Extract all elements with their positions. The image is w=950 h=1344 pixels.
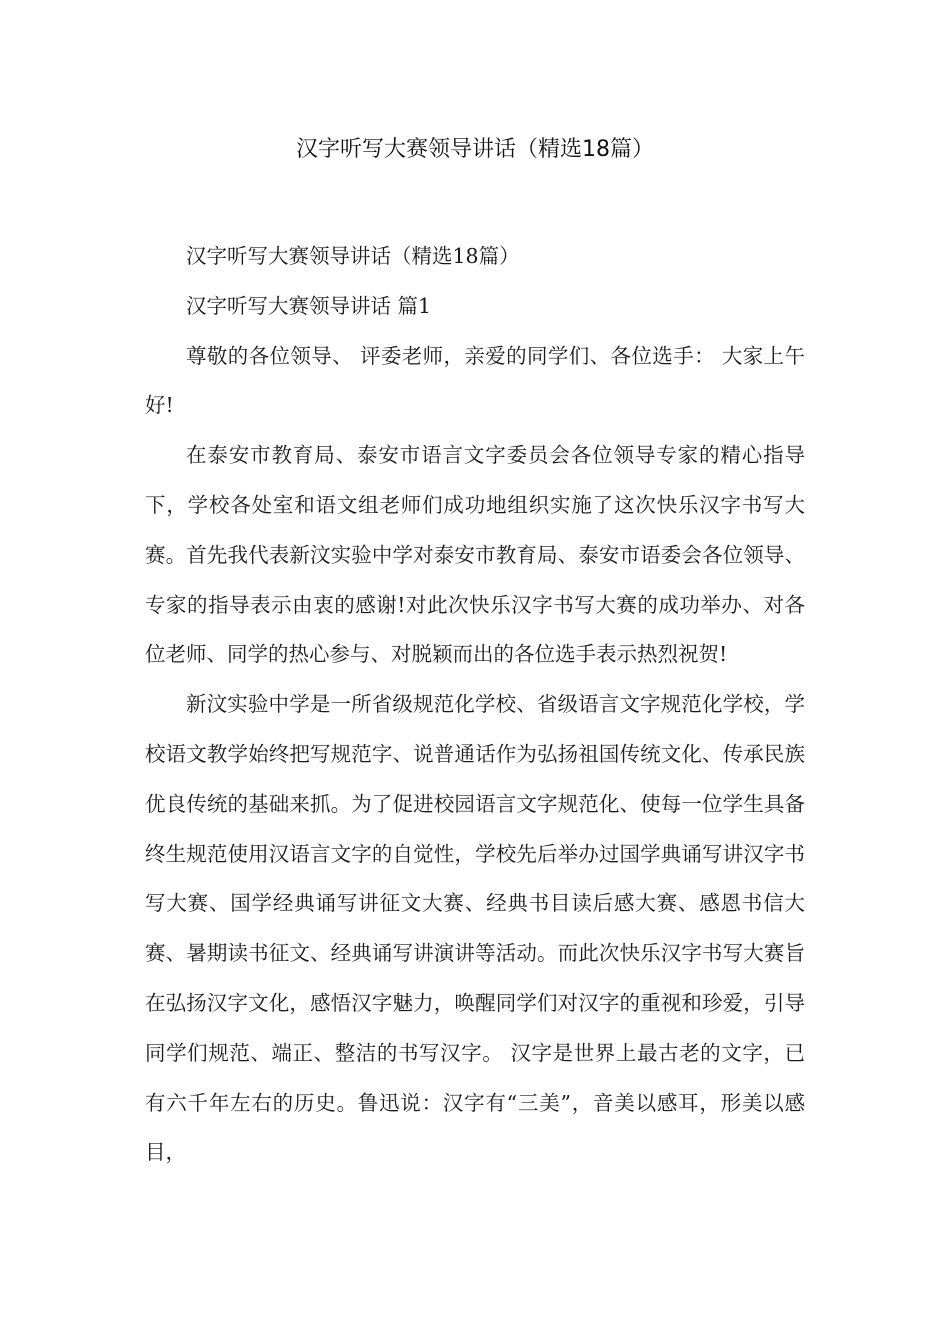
section-heading: 汉字听写大赛领导讲话 篇1 [186,293,432,318]
body-paragraph: 新汶实验中学是一所省级规范化学校、省级语言文字规范化学校，学校语文教学始终把写规范字、说普通话作为弘扬祖国传统文化、传承民族优良传统的基础来抓。为了促进校园语言文字规范化、使每一位学生具备终生规范使用汉语言文字的自觉性，学校先后举办过国学典诵写讲汉字书写大赛、国学经典诵写讲征文大赛、经典书目读后感大赛、感恩书信大赛、暑期读书征文、经典诵写讲演讲等活动。而此次快乐汉字书写大赛旨在弘扬汉字文化，感悟汉字魅力，唤醒同学们对汉字的重视和珍爱，引导同学们规范、端正、整洁的书写汉字。 汉字是世界上最古老的文字，已有六千年左右的历史。鲁迅说：汉字有“三美”，音美以感耳，形美以感目， [145,692,805,1165]
subtitle-paragraph: 汉字听写大赛领导讲话（精选18篇） [186,244,520,268]
document-title: 汉字听写大赛领导讲话（精选18篇） [296,137,654,162]
greeting-paragraph: 尊敬的各位领导、 评委老师，亲爱的同学们、各位选手： 大家上午好! [145,343,805,418]
body-paragraph: 在泰安市教育局、泰安市语言文字委员会各位领导专家的精心指导下，学校各处室和语文组老师们成功地组织实施了这次快乐汉字书写大赛。首先我代表新汶实验中学对泰安市教育局、泰安市语委会各位领导、专家的指导表示由衷的感谢!对此次快乐汉字书写大赛的成功举办、对各位老师、同学的热心参与、对脱颖而出的各位选手表示热烈祝贺! [145,443,805,667]
document-body [145,232,805,1178]
